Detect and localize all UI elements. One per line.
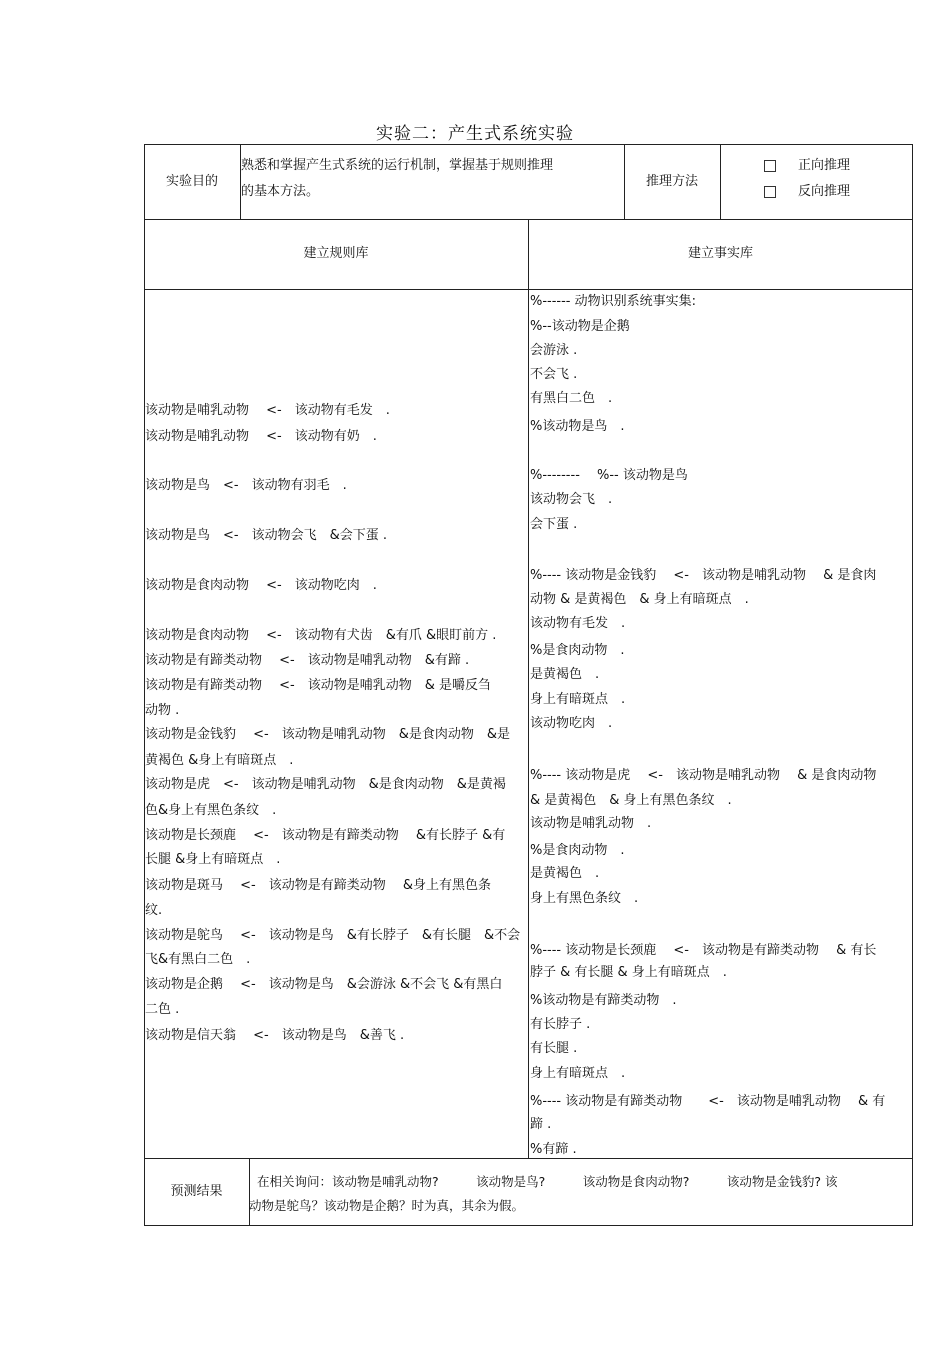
purpose-label: 实验目的 <box>165 173 218 189</box>
result-text-line-1: 在相关询问：该动物是哺乳动物? 该动物是鸟? 该动物是食肉动物? 该动物是金钱豹? 该 <box>257 1174 838 1189</box>
rule-line: 纹. <box>145 903 163 918</box>
fact-line: %--该动物是企鹅 <box>530 319 630 334</box>
fact-line: 有长腿 . <box>530 1041 578 1056</box>
rule-line: 该动物是食肉动物 <- 该动物吃肉 . <box>145 578 377 593</box>
rule-line: 二色 . <box>145 1002 180 1017</box>
method-option-forward[interactable] <box>764 157 850 175</box>
fact-line: 脖子 & 有长腿 & 身上有暗斑点 . <box>530 965 727 980</box>
fact-line: %---- 该动物是长颈鹿 <- 该动物是有蹄类动物 & 有长 <box>530 943 877 958</box>
fact-line: 是黄褐色 . <box>530 866 600 881</box>
rule-line: 该动物是长颈鹿 <- 该动物是有蹄类动物 &有长脖子 &有 <box>145 828 506 843</box>
method-option-backward[interactable] <box>764 183 850 201</box>
fact-line: %有蹄 . <box>530 1142 577 1157</box>
fact-line: %是食肉动物 . <box>530 843 625 858</box>
rule-line: 该动物是食肉动物 <- 该动物有犬齿 &有爪 &眼盯前方 . <box>145 628 497 643</box>
fact-line: & 是黄褐色 & 身上有黑色条纹 . <box>530 793 732 808</box>
rule-line: 飞&有黑白二色 . <box>145 952 251 967</box>
fact-line: 身上有暗斑点 . <box>530 692 626 707</box>
fact-line: %---- 该动物是虎 <- 该动物是哺乳动物 & 是食肉动物 <box>530 768 877 783</box>
purpose-text-line-1: 熟悉和掌握产生式系统的运行机制，掌握基于规则推理 <box>241 158 554 173</box>
fact-header: 建立事实库 <box>687 246 753 261</box>
backward-checkbox[interactable] <box>764 186 776 198</box>
rule-line: 该动物是企鹅 <- 该动物是鸟 &会游泳 &不会飞 &有黑白 <box>145 977 503 992</box>
fact-line: 会游泳 . <box>530 343 578 358</box>
rule-line: 该动物是斑马 <- 该动物是有蹄类动物 &身上有黑色条 <box>145 878 491 893</box>
rule-line: 该动物是有蹄类动物 <- 该动物是哺乳动物 & 是嚼反刍 <box>145 678 491 693</box>
method-label: 推理方法 <box>645 173 698 189</box>
fact-line: %------ 动物识别系统事实集: <box>530 294 697 309</box>
forward-label: 正向推理 <box>798 158 851 173</box>
fact-line: 是黄褐色 . <box>530 667 600 682</box>
fact-line: 有黑白二色 . <box>530 391 613 406</box>
fact-line: 该动物有毛发 . <box>530 616 626 631</box>
fact-line: 身上有黑色条纹 . <box>530 891 639 906</box>
fact-line: 动物 & 是黄褐色 & 身上有暗斑点 . <box>530 592 749 607</box>
fact-line: %是食肉动物 . <box>530 643 625 658</box>
result-label: 预测结果 <box>170 1184 223 1199</box>
page-title: 实验二：产生式系统实验 <box>376 124 574 144</box>
rule-line: 该动物是鸵鸟 <- 该动物是鸟 &有长脖子 &有长腿 &不会 <box>145 928 521 943</box>
fact-line: %该动物是鸟 . <box>530 419 625 434</box>
rule-line: 动物 . <box>145 703 180 718</box>
fact-line: %---- 该动物是金钱豹 <- 该动物是哺乳动物 & 是食肉 <box>530 568 877 583</box>
result-text-line-2: 动物是鸵鸟？该动物是企鹅？时为真，其余为假。 <box>249 1198 525 1213</box>
rule-header: 建立规则库 <box>303 246 369 261</box>
rule-line: 该动物是哺乳动物 <- 该动物有毛发 . <box>145 403 390 418</box>
rule-line: 该动物是鸟 <- 该动物有羽毛 . <box>145 478 347 493</box>
rule-line: 色&身上有黑色条纹 . <box>145 803 277 818</box>
rule-line: 长腿 &身上有暗斑点 . <box>145 852 281 867</box>
rule-line: 该动物是金钱豹 <- 该动物是哺乳动物 &是食肉动物 &是 <box>145 727 510 742</box>
fact-line: 会下蛋 . <box>530 517 578 532</box>
fact-line: 该动物会飞 . <box>530 492 613 507</box>
fact-line: 身上有暗斑点 . <box>530 1066 626 1081</box>
forward-checkbox[interactable] <box>764 160 776 172</box>
rule-line: 该动物是有蹄类动物 <- 该动物是哺乳动物 &有蹄 . <box>145 653 470 668</box>
purpose-text-line-2: 的基本方法。 <box>241 184 320 199</box>
fact-line: 该动物吃肉 . <box>530 716 613 731</box>
fact-line: 不会飞 . <box>530 367 578 382</box>
fact-line: %---- 该动物是有蹄类动物 <- 该动物是哺乳动物 & 有 <box>530 1094 886 1109</box>
fact-line: 蹄 . <box>530 1117 552 1132</box>
fact-line: 该动物是哺乳动物 . <box>530 816 652 831</box>
fact-line: 有长脖子 . <box>530 1017 591 1032</box>
rule-line: 该动物是虎 <- 该动物是哺乳动物 &是食肉动物 &是黄褐 <box>145 777 506 792</box>
fact-line: %该动物是有蹄类动物 . <box>530 993 677 1008</box>
rule-line: 该动物是哺乳动物 <- 该动物有奶 . <box>145 429 377 444</box>
rule-line: 黄褐色 &身上有暗斑点 . <box>145 753 294 768</box>
backward-label: 反向推理 <box>798 184 851 199</box>
rule-line: 该动物是鸟 <- 该动物会飞 &会下蛋 . <box>145 528 387 543</box>
fact-line: %-------- %-- 该动物是鸟 <box>530 468 688 483</box>
rule-line: 该动物是信天翁 <- 该动物是鸟 &善飞 . <box>145 1028 405 1043</box>
